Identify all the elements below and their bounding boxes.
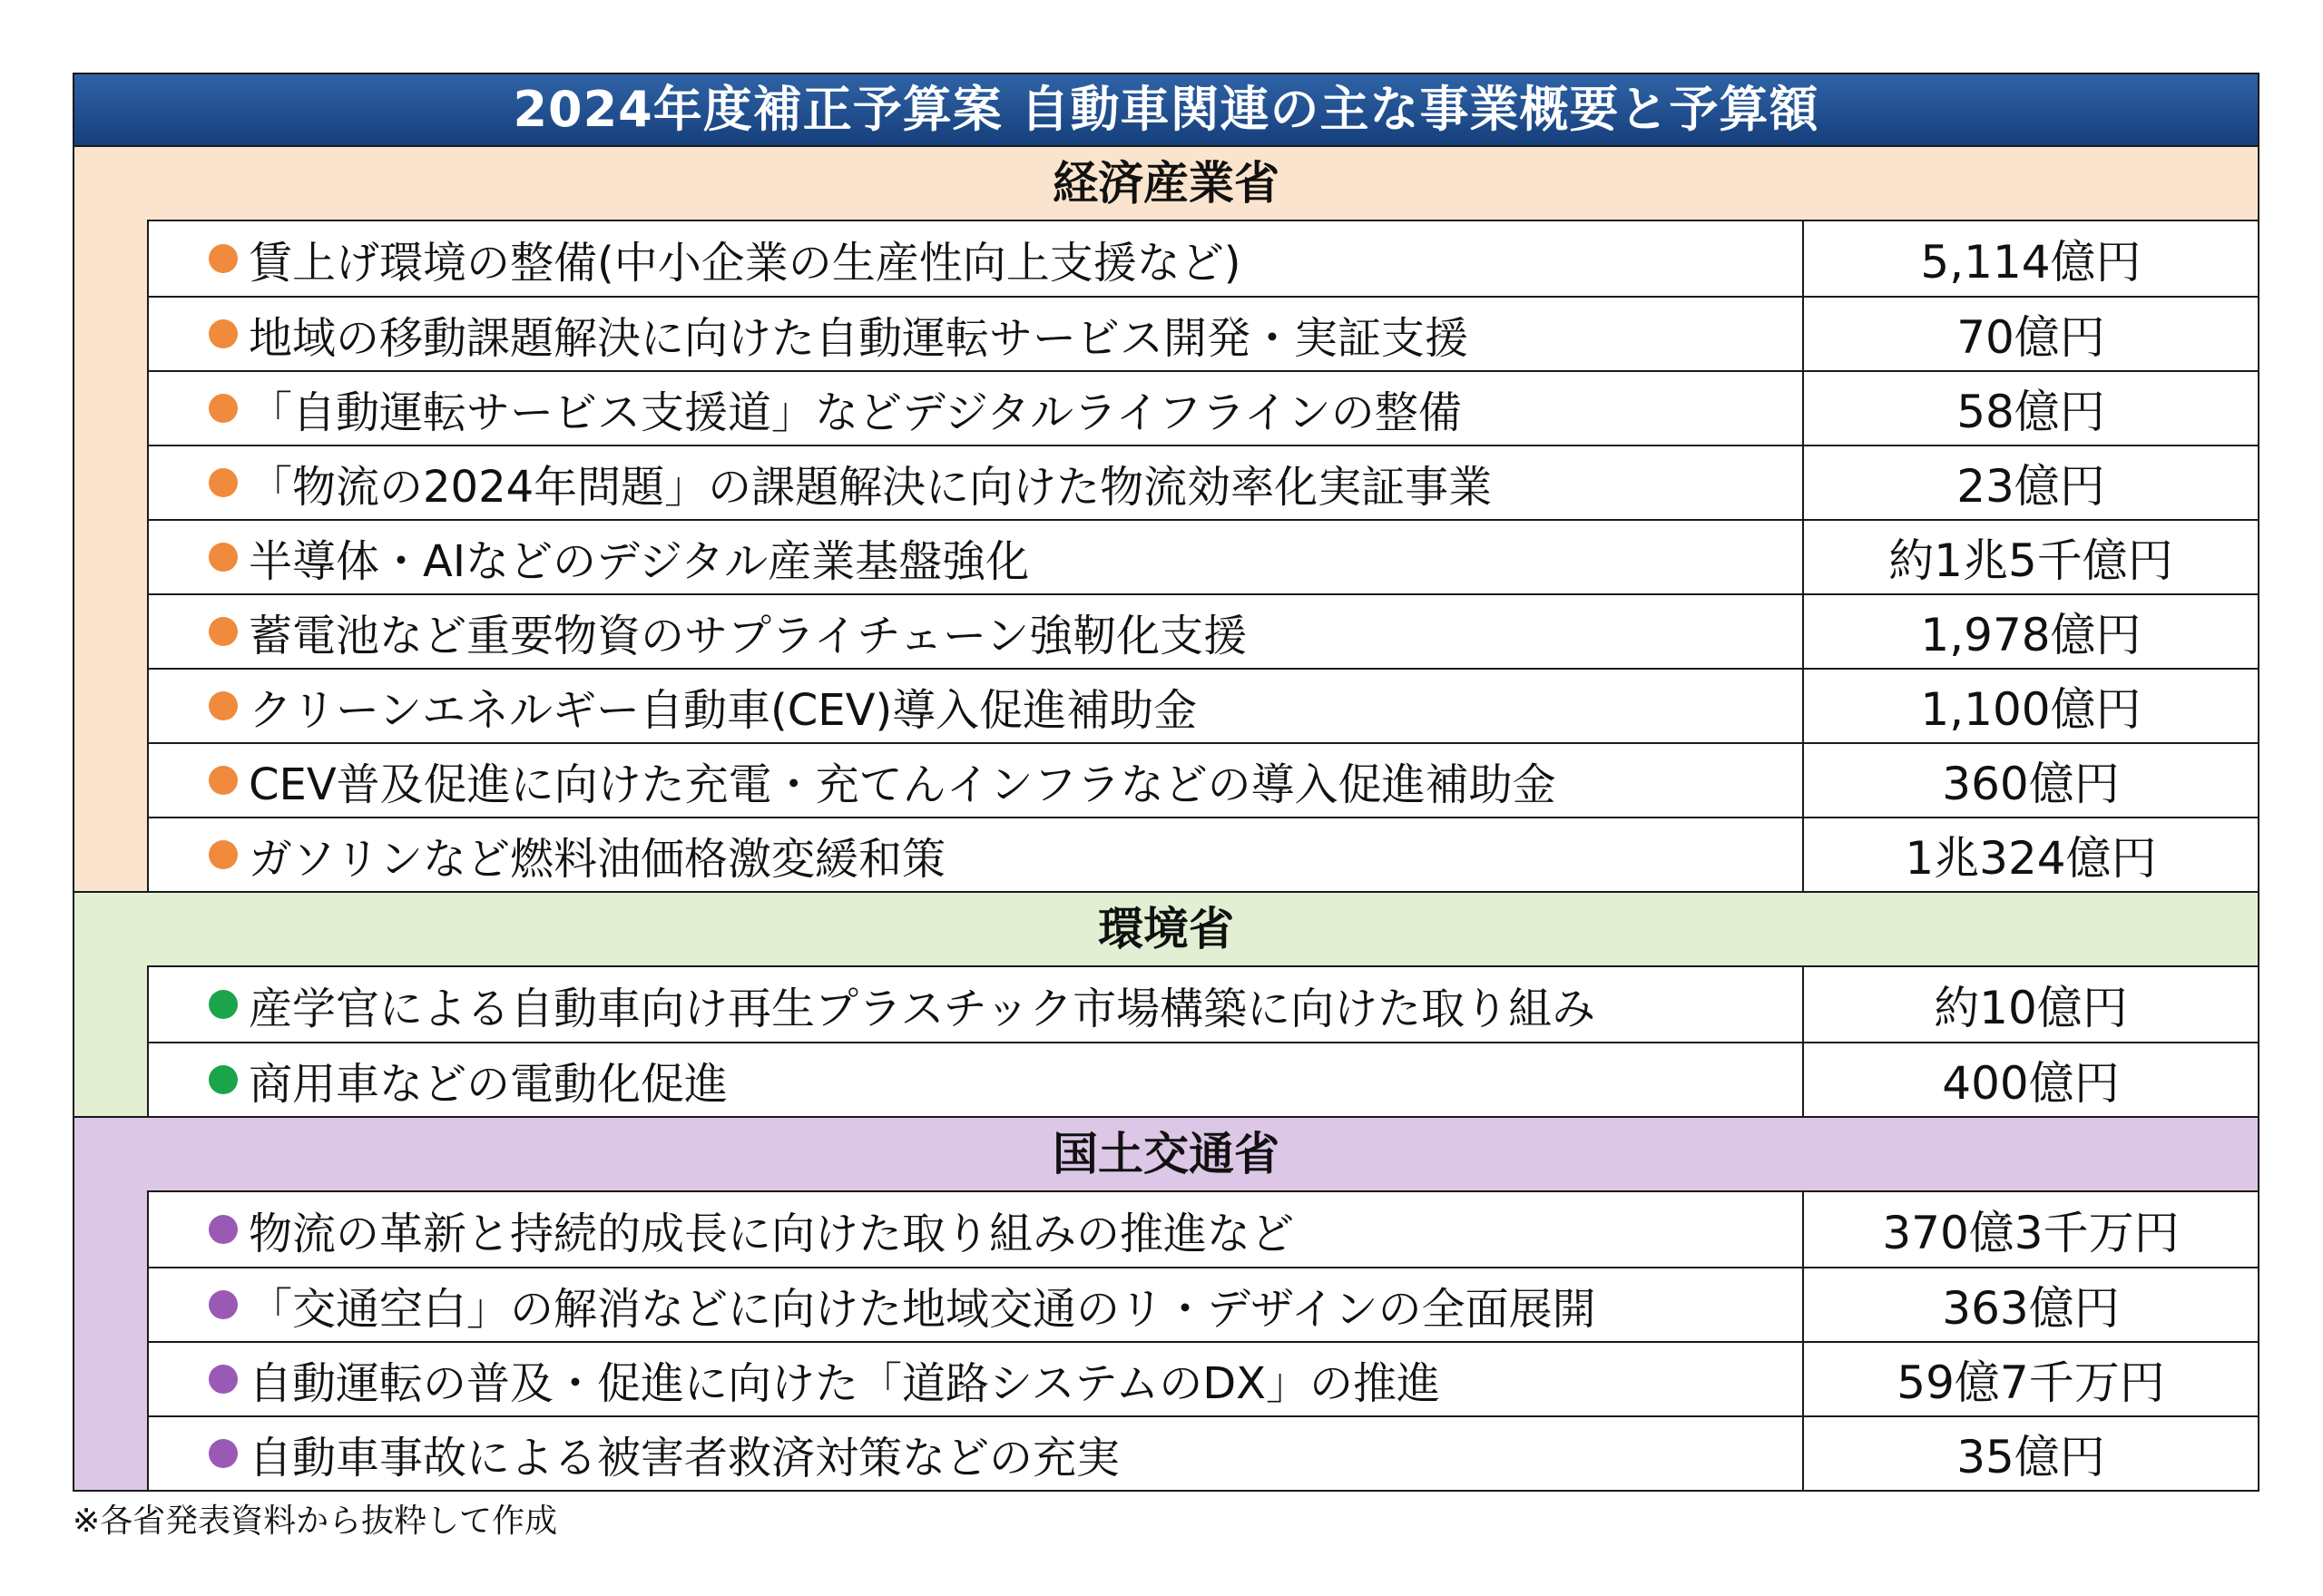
item-amount: 5,114億円 <box>1802 221 2258 296</box>
table-row <box>149 593 2258 668</box>
item-description: 「自動運転サービス支援道」などデジタルライフラインの整備 <box>249 387 1462 438</box>
table-row <box>149 1341 2258 1415</box>
item-description: ガソリンなど燃料油価格激変緩和策 <box>249 833 946 885</box>
section-env <box>74 891 2258 1116</box>
section-heading: 国土交通省 <box>1053 1128 1279 1180</box>
item-description: 賃上げ環境の整備(中小企業の生産性向上支援など) <box>249 237 1241 289</box>
item-description: 商用車などの電動化促進 <box>249 1058 729 1110</box>
item-description: 「物流の2024年問題」の課題解決に向けた物流効率化実証事業 <box>249 461 1493 513</box>
bullet-icon <box>209 840 238 869</box>
item-description: 地域の移動課題解決に向けた自動運転サービス開発・実証支援 <box>249 312 1469 364</box>
item-description: 半導体・AIなどのデジタル産業基盤強化 <box>249 535 1030 587</box>
bullet-icon <box>209 1065 238 1094</box>
section-rows <box>147 1190 2258 1490</box>
budget-table <box>73 73 2259 1492</box>
footnote: ※各省発表資料から抜粋して作成 <box>73 1503 558 1540</box>
item-amount: 約10億円 <box>1802 967 2258 1042</box>
item-description: 蓄電池など重要物資のサプライチェーン強靭化支援 <box>249 610 1248 661</box>
table-title: 2024年度補正予算案 自動車関連の主な事業概要と予算額 <box>74 74 2258 147</box>
bullet-icon <box>209 1439 238 1468</box>
bullet-icon <box>209 244 238 273</box>
table-row <box>149 519 2258 593</box>
table-row <box>149 742 2258 817</box>
section-rows <box>147 965 2258 1116</box>
bullet-icon <box>209 1290 238 1319</box>
item-description: クリーンエネルギー自動車(CEV)導入促進補助金 <box>249 684 1198 736</box>
item-description: 産学官による自動車向け再生プラスチック市場構築に向けた取り組み <box>249 983 1596 1034</box>
item-amount: 1,978億円 <box>1802 595 2258 668</box>
bullet-icon <box>209 543 238 572</box>
item-amount: 1,100億円 <box>1802 670 2258 742</box>
item-amount: 約1兆5千億円 <box>1802 521 2258 593</box>
table-row <box>149 1192 2258 1267</box>
table-row <box>149 296 2258 370</box>
item-amount: 1兆324億円 <box>1802 818 2258 891</box>
item-description: CEV普及促進に向けた充電・充てんインフラなどの導入促進補助金 <box>249 759 1556 810</box>
table-row <box>149 967 2258 1042</box>
table-row <box>149 1415 2258 1490</box>
bullet-icon <box>209 394 238 423</box>
item-description: 自動運転の普及・促進に向けた「道路システムのDX」の推進 <box>249 1357 1441 1409</box>
item-amount: 35億円 <box>1802 1417 2258 1490</box>
section-rows <box>147 220 2258 891</box>
bullet-icon <box>209 1365 238 1394</box>
item-amount: 363億円 <box>1802 1268 2258 1341</box>
item-amount: 58億円 <box>1802 372 2258 445</box>
bullet-icon <box>209 1215 238 1244</box>
table-row <box>149 1267 2258 1341</box>
item-amount: 400億円 <box>1802 1043 2258 1116</box>
bullet-icon <box>209 990 238 1019</box>
table-row <box>149 370 2258 445</box>
item-amount: 360億円 <box>1802 744 2258 817</box>
item-amount: 23億円 <box>1802 446 2258 519</box>
section-heading: 経済産業省 <box>1053 157 1279 210</box>
table-row <box>149 1042 2258 1116</box>
item-description: 物流の革新と持続的成長に向けた取り組みの推進など <box>249 1208 1295 1259</box>
item-amount: 59億7千万円 <box>1802 1343 2258 1415</box>
table-row <box>149 817 2258 891</box>
bullet-icon <box>209 691 238 720</box>
item-description: 自動車事故による被害者救済対策などの充実 <box>249 1432 1121 1483</box>
bullet-icon <box>209 319 238 348</box>
section-mlit <box>74 1116 2258 1490</box>
item-description: 「交通空白」の解消などに向けた地域交通のリ・デザインの全面展開 <box>249 1283 1596 1335</box>
table-row <box>149 221 2258 296</box>
table-row <box>149 445 2258 519</box>
section-heading: 環境省 <box>1098 903 1234 955</box>
bullet-icon <box>209 766 238 795</box>
table-row <box>149 668 2258 742</box>
bullet-icon <box>209 617 238 646</box>
item-amount: 370億3千万円 <box>1802 1192 2258 1267</box>
section-meti <box>74 147 2258 891</box>
bullet-icon <box>209 468 238 497</box>
item-amount: 70億円 <box>1802 298 2258 370</box>
